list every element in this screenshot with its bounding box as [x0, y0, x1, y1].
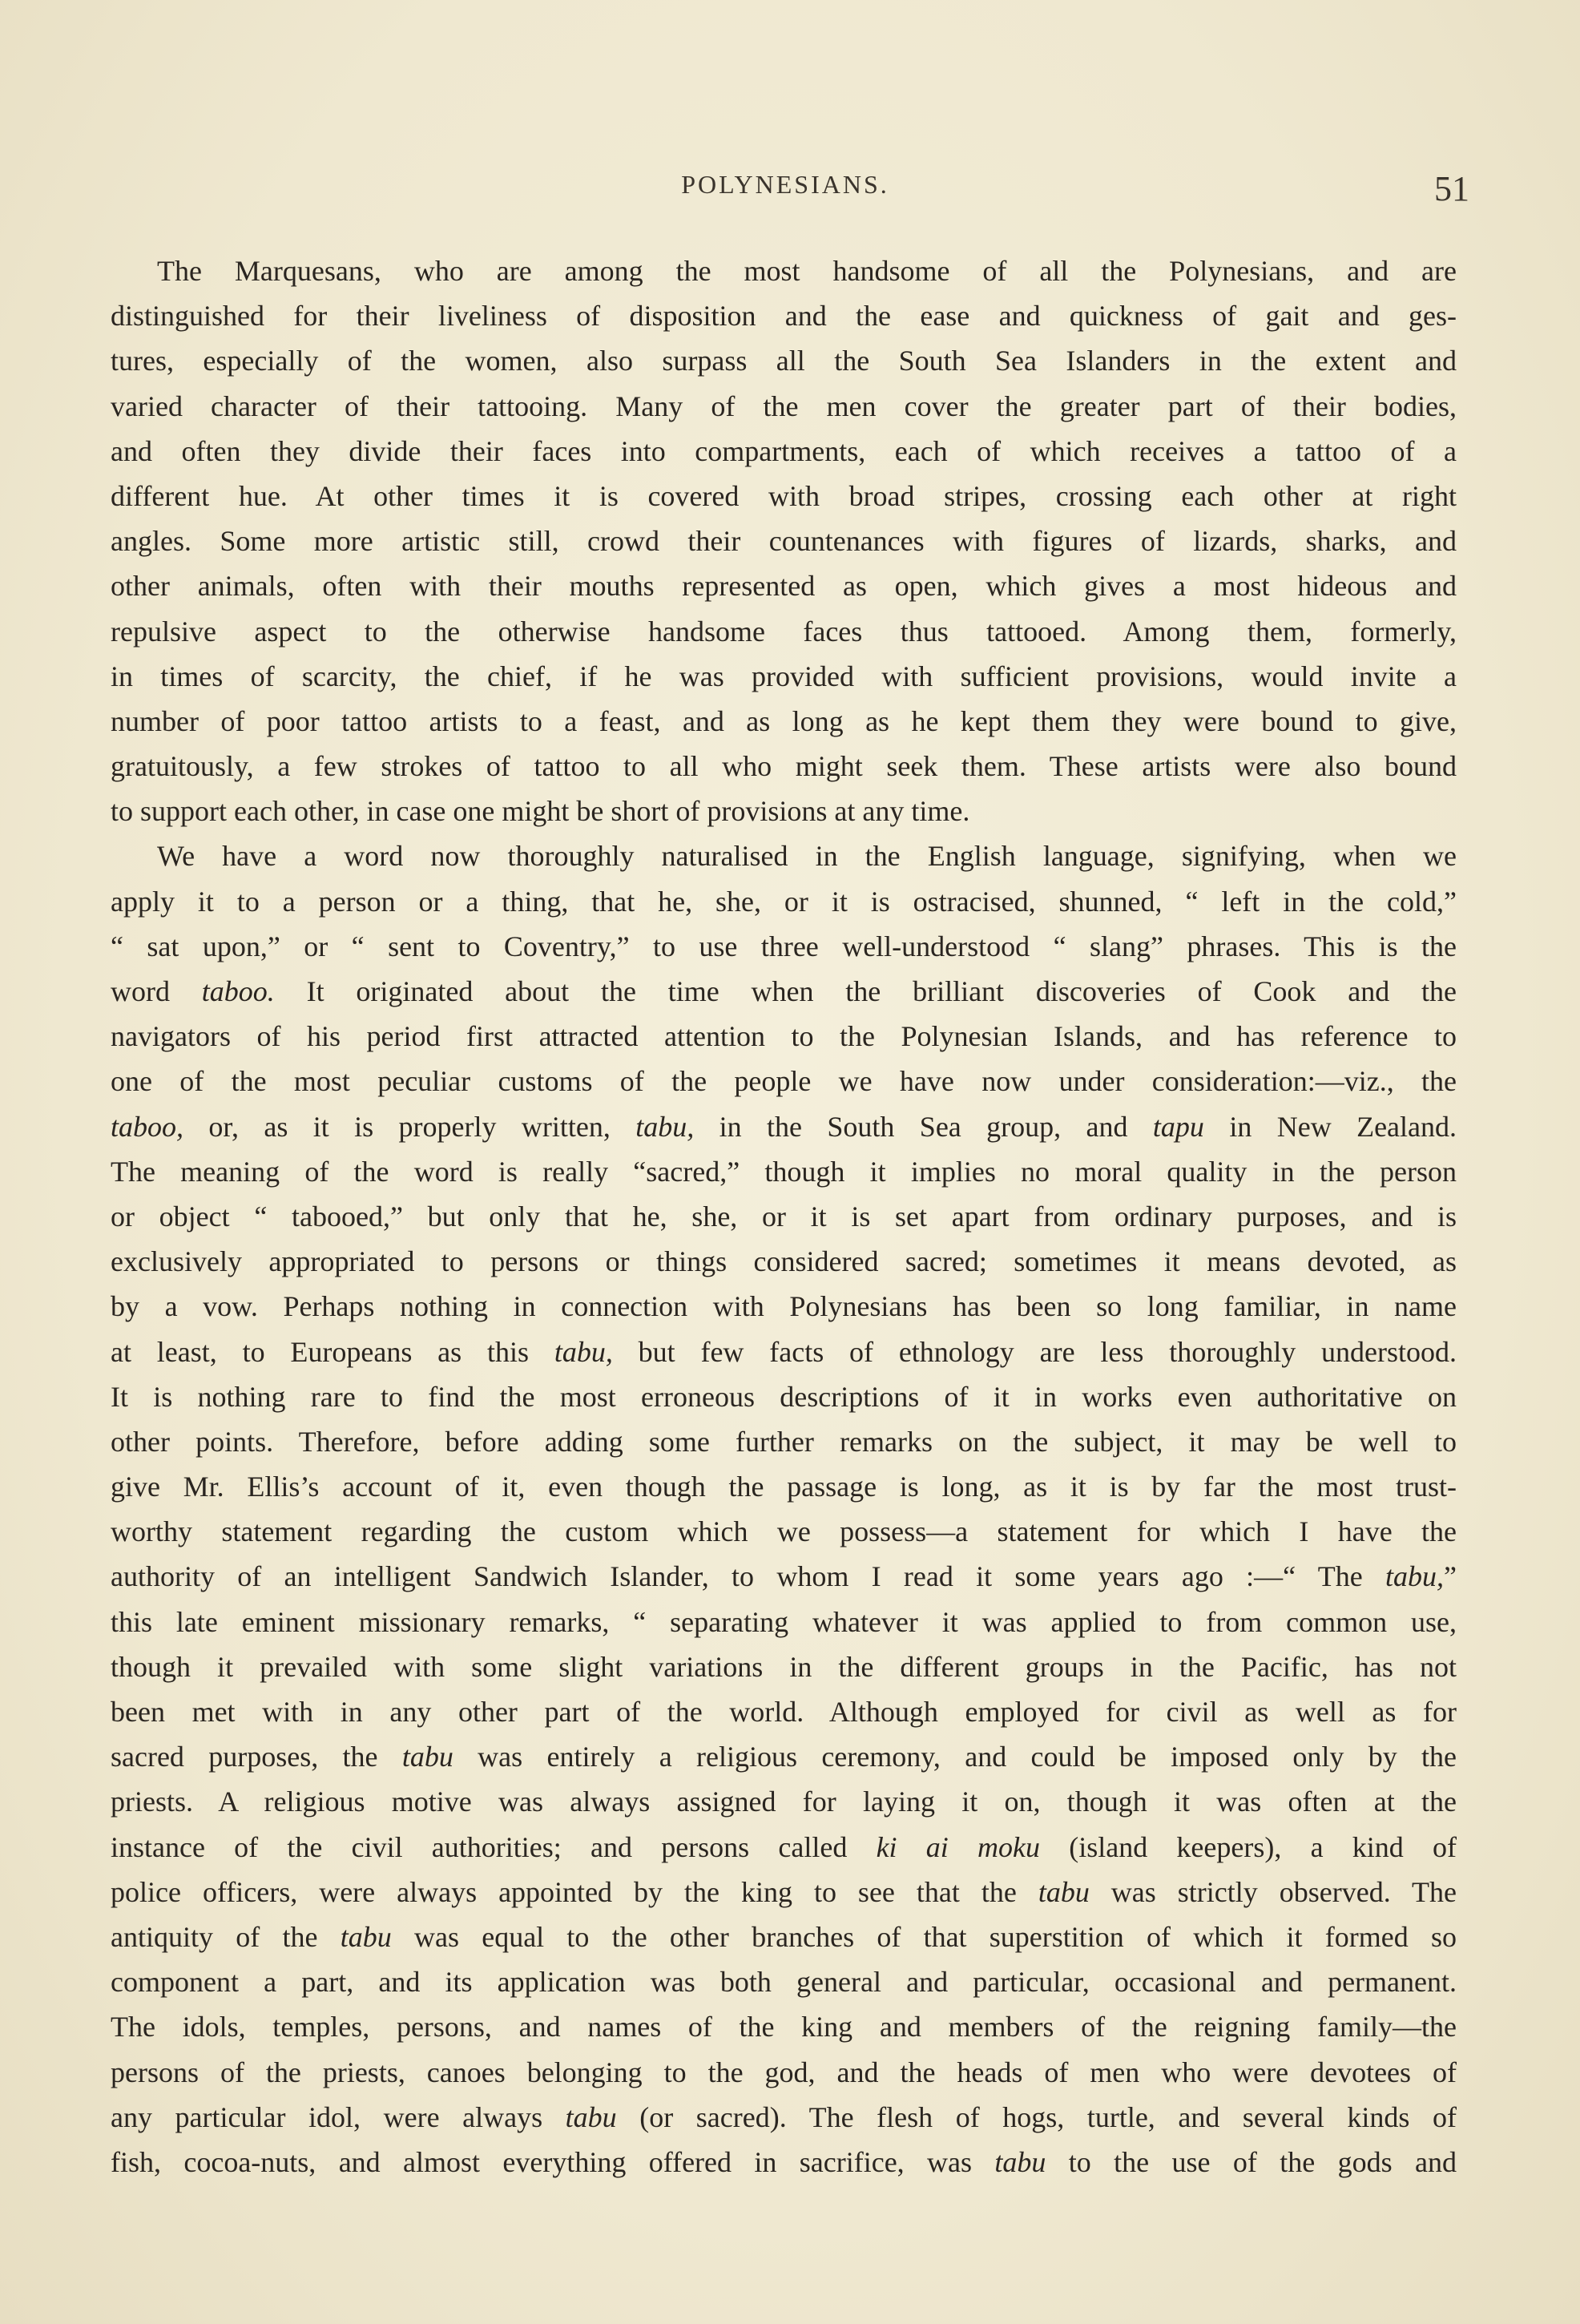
text-segment: exclusively appropriated to persons or things considered sacred; sometimes it means devoted, as	[111, 1245, 1457, 1278]
text-segment: or object “ tabooed,” but only that he, she, or it is set apart from ordinary purposes, and is	[111, 1200, 1457, 1233]
text-segment: been met with in any other part of the world. Although employed for civil as well as for	[111, 1696, 1457, 1728]
italic-term: tapu	[1152, 1110, 1204, 1143]
text-line	[111, 429, 1457, 474]
text-segment: give Mr. Ellis’s account of it, even though the passage is long, as it is by far the most trust-	[111, 1471, 1457, 1503]
body-text	[111, 248, 1457, 2185]
text-line	[111, 969, 1457, 1014]
text-segment: It originated about the time when the brilliant discoveries of Cook and the	[274, 975, 1457, 1007]
text-segment: was equal to the other branches of that superstition of which it formed so	[391, 1920, 1457, 1953]
text-segment: (or sacred). The flesh of hogs, turtle, and several kinds of	[616, 2100, 1457, 2133]
text-segment: (island keepers), a kind of	[1040, 1830, 1457, 1863]
text-line	[111, 1419, 1457, 1464]
text-line	[111, 1194, 1457, 1239]
text-segment: gratuitously, a few strokes of tattoo to all who might seek them. These artists were also bound	[111, 750, 1457, 783]
text-line	[111, 1374, 1457, 1419]
text-line	[111, 1059, 1457, 1103]
text-line	[111, 2050, 1457, 2095]
text-line	[111, 293, 1457, 338]
text-segment: The meaning of the word is really “sacred,” though it implies no moral quality in the person	[111, 1155, 1457, 1188]
text-segment: one of the most peculiar customs of the people we have now under consideration:—viz., the	[111, 1065, 1457, 1098]
text-segment: distinguished for their liveliness of disposition and the ease and quickness of gait and ges-	[111, 300, 1457, 333]
italic-term: tabu,	[1385, 1560, 1445, 1593]
page-number: 51	[1434, 169, 1469, 208]
text-line	[111, 1600, 1457, 1644]
text-line	[111, 789, 1457, 833]
text-segment: other points. Therefore, before adding some further remarks on the subject, it may be well to	[111, 1425, 1457, 1458]
text-line	[111, 518, 1457, 563]
text-line	[111, 474, 1457, 518]
text-segment: or, as it is properly written,	[183, 1110, 636, 1143]
text-segment: antiquity of the	[111, 1920, 341, 1953]
text-segment: The idols, temples, persons, and names of the king and members of the reigning family—the	[111, 2011, 1457, 2044]
text-segment: word	[111, 975, 202, 1007]
text-segment: and often they divide their faces into compartments, each of which receives a tattoo of a	[111, 434, 1457, 467]
text-line	[111, 2004, 1457, 2049]
text-segment: priests. A religious motive was always assigned for laying it on, though it was often at the	[111, 1785, 1457, 1818]
italic-term: tabu,	[554, 1335, 613, 1368]
text-segment: persons of the priests, canoes belonging to the god, and the heads of men who were devotees of	[111, 2056, 1457, 2088]
italic-term: tabu	[565, 2100, 617, 2133]
text-segment: any particular idol, were always	[111, 2100, 566, 2133]
text-segment: fish, cocoa-nuts, and almost everything offered in sacrifice, was	[111, 2145, 995, 2178]
text-line	[111, 1734, 1457, 1779]
text-segment: in the South Sea group, and	[694, 1110, 1153, 1143]
italic-term: tabu	[340, 1920, 392, 1953]
text-segment: tures, especially of the women, also surpass all the South Sea Islanders in the extent and	[111, 345, 1457, 377]
italic-term: taboo,	[111, 1110, 184, 1143]
text-segment: instance of the civil authorities; and persons called	[111, 1830, 877, 1863]
text-segment: angles. Some more artistic still, crowd their countenances with figures of lizards, sharks, and	[111, 525, 1457, 558]
italic-term: tabu	[401, 1741, 453, 1773]
text-segment: to support each other, in case one might be short of provisions at any time.	[111, 795, 970, 828]
text-segment: different hue. At other times it is covered with broad stripes, crossing each other at right	[111, 479, 1457, 512]
text-line	[111, 2095, 1457, 2140]
text-line	[111, 879, 1457, 924]
text-line	[111, 1464, 1457, 1509]
text-segment: component a part, and its application was both general and particular, occasional and permanent.	[111, 1966, 1457, 1999]
text-line	[111, 1284, 1457, 1329]
italic-term: tabu,	[635, 1110, 695, 1143]
text-line	[111, 1825, 1457, 1870]
text-segment: was entirely a religious ceremony, and could be imposed only by the	[453, 1741, 1457, 1773]
text-line	[111, 1014, 1457, 1059]
text-segment: in New Zealand.	[1203, 1110, 1457, 1143]
text-segment: worthy statement regarding the custom which we possess—a statement for which I have the	[111, 1515, 1457, 1548]
text-line	[111, 1509, 1457, 1554]
text-segment: by a vow. Perhaps nothing in connection with Polynesians has been so long familiar, in name	[111, 1290, 1457, 1323]
text-line	[111, 384, 1457, 429]
text-line	[111, 1149, 1457, 1194]
text-line	[111, 1870, 1457, 1914]
italic-term: ki ai moku	[876, 1830, 1040, 1863]
text-line	[111, 1329, 1457, 1374]
text-segment: navigators of his period first attracted attention to the Polynesian Islands, and has reference to	[111, 1020, 1457, 1053]
text-segment: to the use of the gods and	[1046, 2145, 1457, 2178]
text-segment: at least, to Europeans as this	[111, 1335, 554, 1368]
text-segment: in times of scarcity, the chief, if he was provided with sufficient provisions, would invite a	[111, 660, 1457, 692]
text-line	[111, 1644, 1457, 1689]
text-line	[111, 1554, 1457, 1599]
text-segment: It is nothing rare to find the most erroneous descriptions of it in works even authoritative on	[111, 1380, 1457, 1413]
text-segment: “ sat upon,” or “ sent to Coventry,” to use three well-understood “ slang” phrases. This is the	[111, 930, 1457, 962]
text-segment: repulsive aspect to the otherwise handsome faces thus tattooed. Among them, formerly,	[111, 615, 1457, 648]
text-line	[111, 1104, 1457, 1149]
text-segment: this late eminent missionary remarks, “ separating whatever it was applied to from common use,	[111, 1605, 1457, 1638]
text-line	[111, 924, 1457, 969]
text-segment: other animals, often with their mouths represented as open, which gives a most hideous and	[111, 570, 1457, 603]
text-line	[111, 1914, 1457, 1959]
text-segment: authority of an intelligent Sandwich Islander, to whom I read it some years ago :—“ The	[111, 1560, 1385, 1593]
text-segment: ”	[1444, 1560, 1457, 1593]
italic-term: taboo.	[201, 975, 275, 1007]
text-segment: The Marquesans, who are among the most handsome of all the Polynesians, and are	[157, 255, 1457, 287]
text-line	[111, 1239, 1457, 1284]
text-line	[111, 833, 1457, 878]
text-line	[111, 744, 1457, 789]
text-line	[111, 1959, 1457, 2004]
text-line	[111, 699, 1457, 744]
text-line	[111, 248, 1457, 293]
text-line	[111, 609, 1457, 654]
text-line	[111, 1689, 1457, 1734]
italic-term: tabu	[994, 2145, 1046, 2178]
text-segment: though it prevailed with some slight variations in the different groups in the Pacific, has not	[111, 1650, 1457, 1683]
text-segment: but few facts of ethnology are less thoroughly understood.	[612, 1335, 1457, 1368]
italic-term: tabu	[1038, 1875, 1090, 1908]
text-segment: was strictly observed. The	[1089, 1875, 1457, 1908]
text-segment: police officers, were always appointed by the king to see that the	[111, 1875, 1038, 1908]
text-line	[111, 1779, 1457, 1824]
text-line	[111, 2140, 1457, 2185]
text-segment: apply it to a person or a thing, that he, she, or it is ostracised, shunned, “ left in the cold,”	[111, 885, 1457, 918]
text-segment: We have a word now thoroughly naturalised in the English language, signifying, when we	[157, 840, 1457, 873]
running-head: POLYNESIANS.	[681, 170, 889, 199]
text-segment: number of poor tattoo artists to a feast, and as long as he kept them they were bound to give,	[111, 704, 1457, 737]
text-line	[111, 338, 1457, 383]
text-segment: varied character of their tattooing. Many of the men cover the greater part of their bodies,	[111, 389, 1457, 422]
text-line	[111, 654, 1457, 699]
text-segment: sacred purposes, the	[111, 1741, 402, 1773]
text-line	[111, 563, 1457, 608]
